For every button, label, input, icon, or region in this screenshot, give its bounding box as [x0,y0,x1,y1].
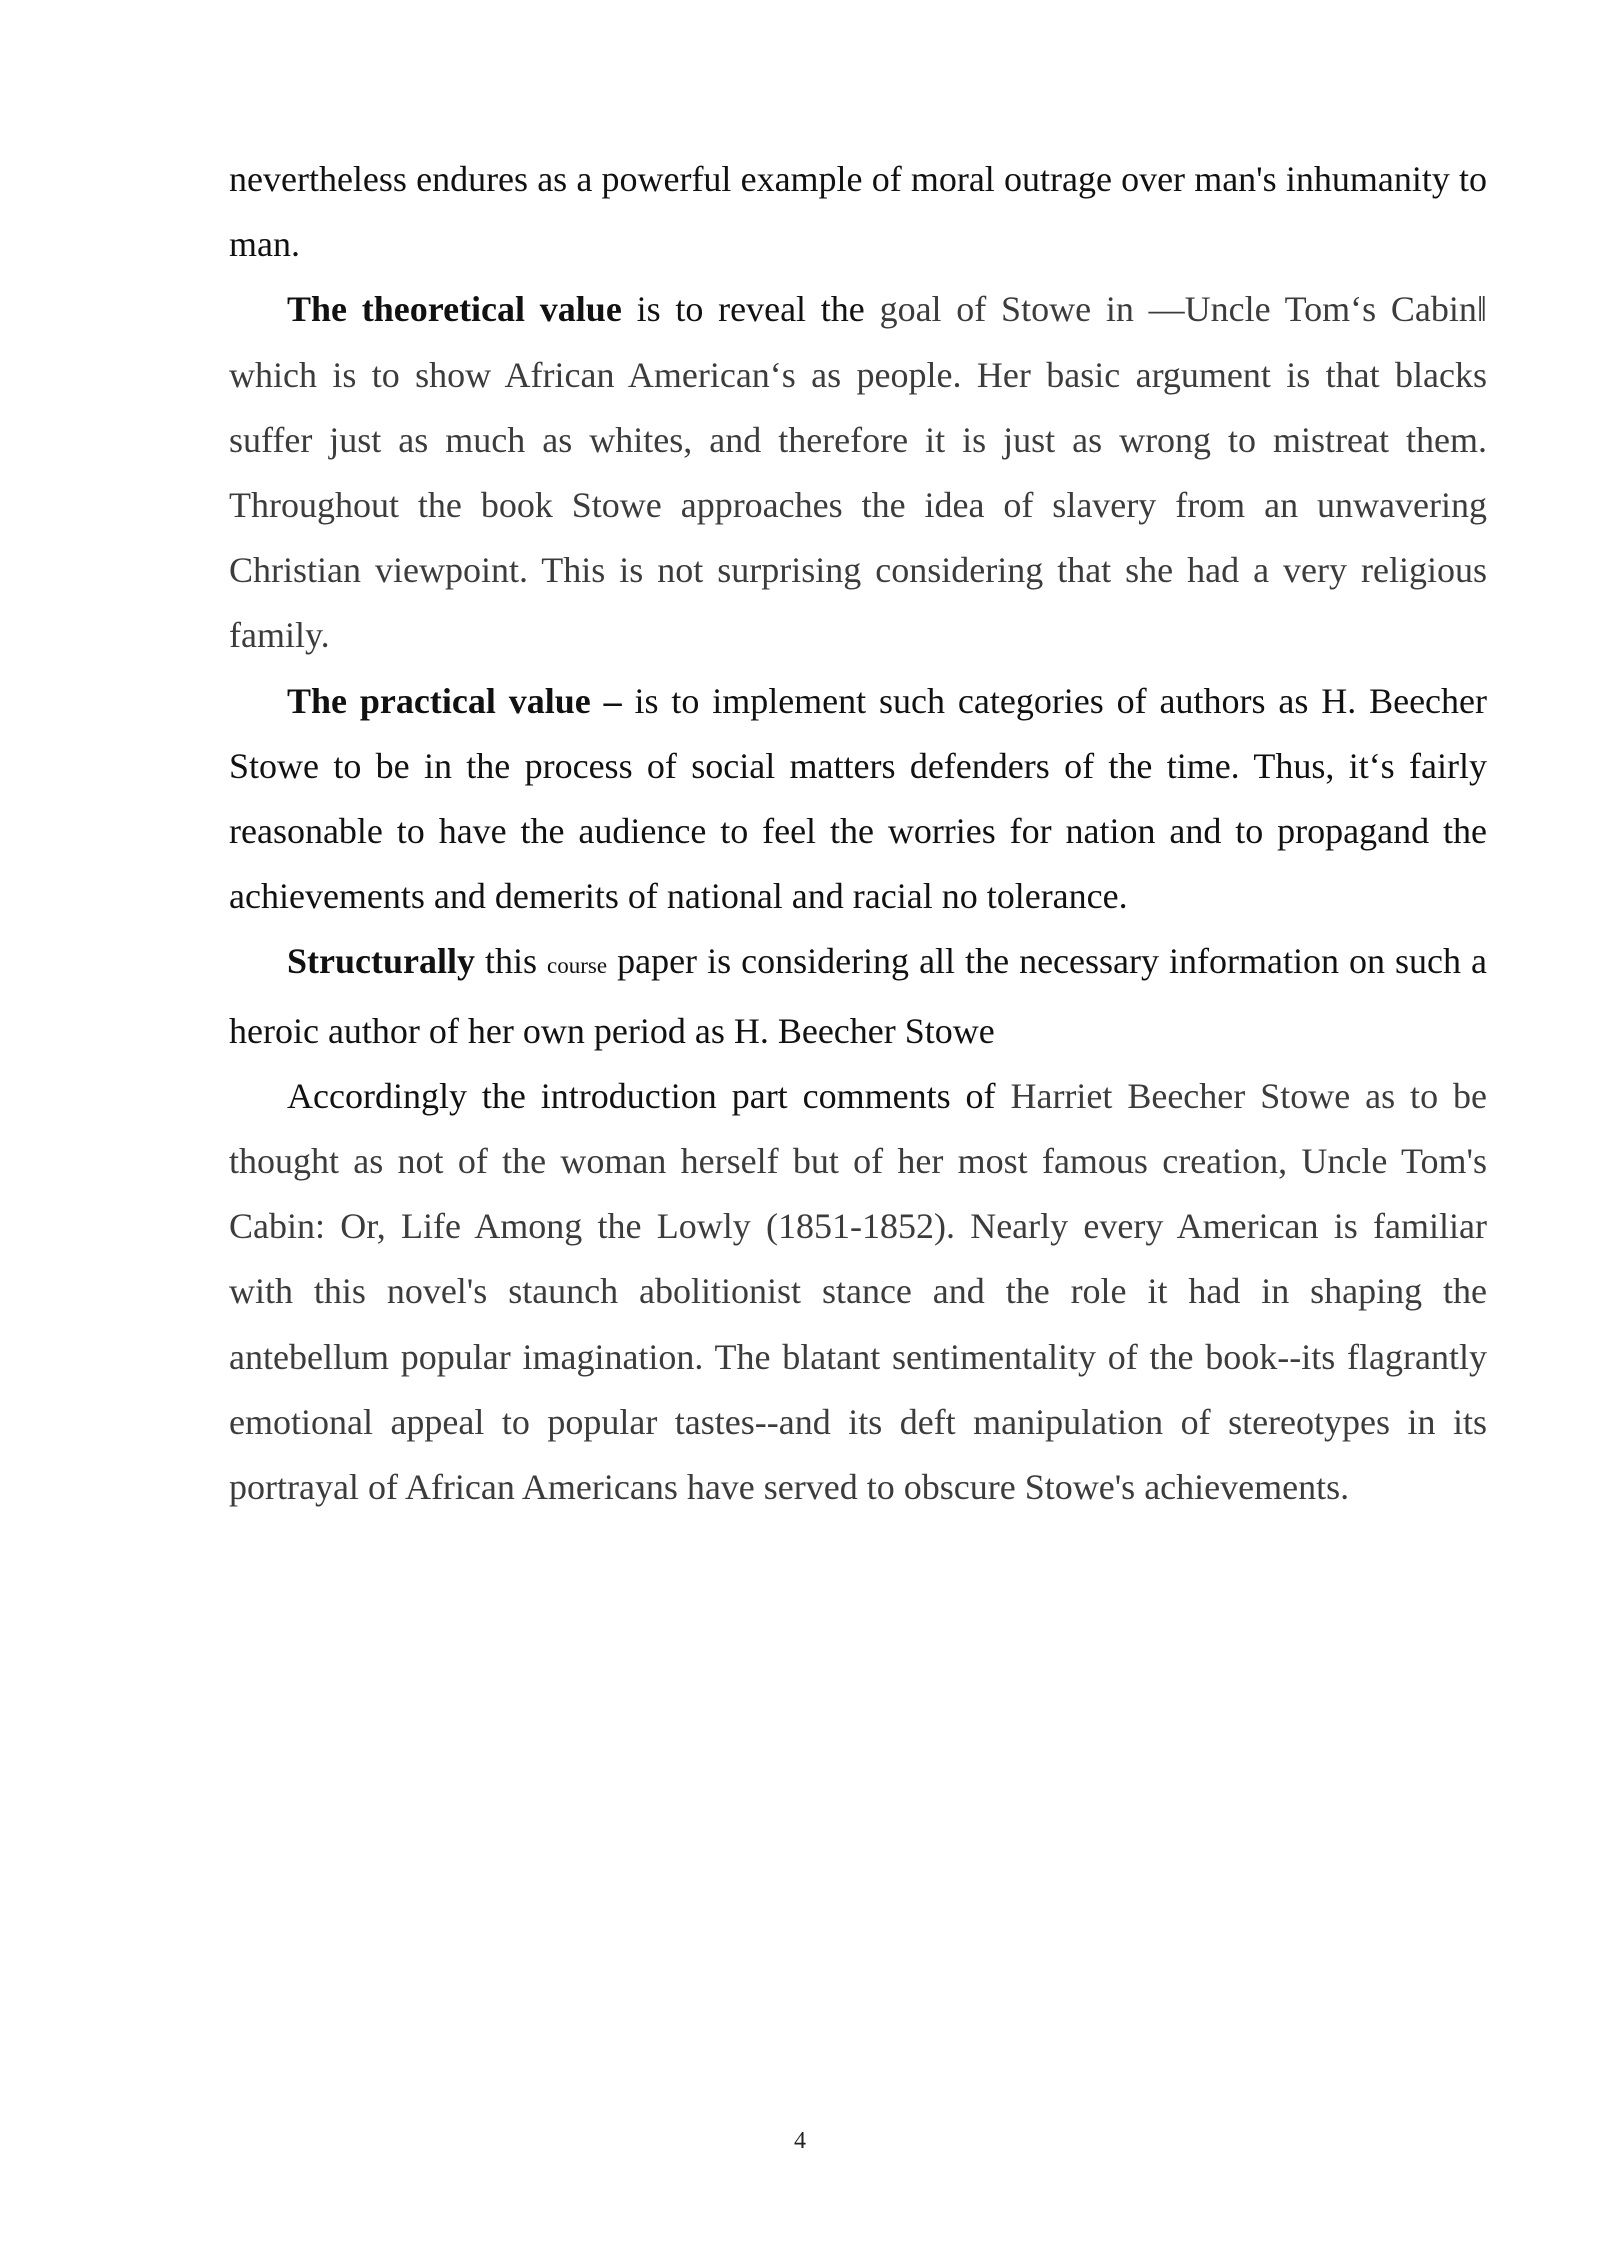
paragraph-introduction [229,1064,1487,1520]
paragraph-text: paper is considering all the necessary information on such a heroic author of her own period as H. Beecher Stowe [229,941,1488,1051]
paragraph-text: is to reveal the [621,289,880,330]
paragraph-theoretical-value [229,277,1487,668]
paragraph-text-grey: goal of Stowe in ―Uncle Tom‘s Cabin‖ which is to show African American‘s as people. Her basic argument is that blacks suffer just as much as whites, and therefore it is just as wrong to mistreat them. Throughout the book Stowe approaches the idea of slavery from an unwavering Christian viewpoint. This is not surprising considering that she had a very religious family. [229,289,1488,656]
paragraph-continuation [229,147,1487,277]
paragraph-structurally [229,929,1487,1063]
paragraph-text: this [474,941,548,982]
paragraph-text: is to implement such categories of authors as H. Beecher Stowe to be in the process of social matters defenders of the time. Thus, it‘s fairly reasonable to have the audience to feel the worries for nation and to propagand the achievements and demerits of national and racial no tolerance. [229,680,1487,917]
paragraph-lead-structurally: Structurally [287,941,475,982]
page-number: 4 [794,2128,806,2154]
body-text [229,147,1487,1520]
paragraph-small-word: course [547,953,608,979]
paragraph-practical-value [229,669,1487,930]
paragraph-lead-theoretical-value: The theoretical value [287,289,622,330]
paragraph-text: Accordingly the introduction part comments of [287,1075,1011,1116]
paragraph-text: nevertheless endures as a powerful example of moral outrage over man's inhumanity to man. [229,159,1487,265]
paragraph-text-grey: Harriet Beecher Stowe as to be thought as not of the woman herself but of her most famous creation, Uncle Tom's Cabin: Or, Life Among the Lowly (1851-1852). Nearly every American is familiar with this novel's staunch abolitionist stance and the role it had in shaping the antebellum popular imagination. The blatant sentimentality of the book--its flagrantly emotional appeal to popular tastes--and its deft manipulation of stereotypes in its portrayal of African Americans have served to obscure Stowe's achievements. [229,1075,1487,1508]
paragraph-lead-practical-value: The practical value – [287,680,622,721]
